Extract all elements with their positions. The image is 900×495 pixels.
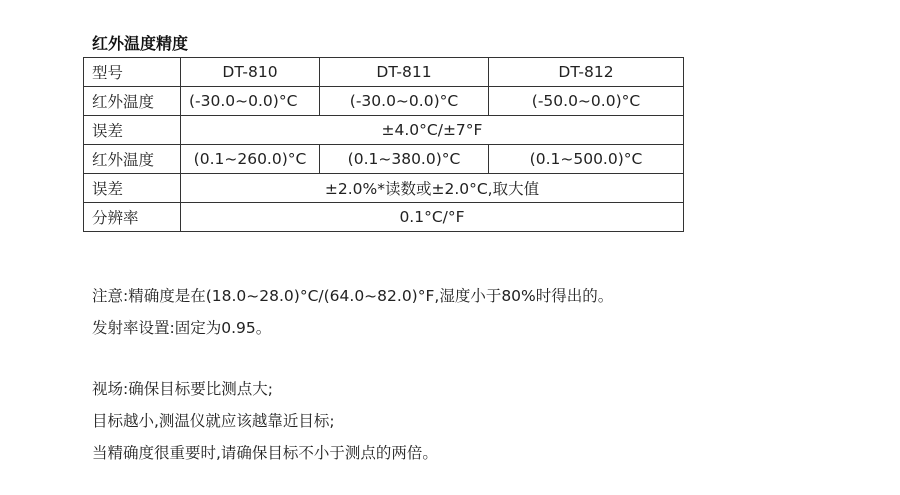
table-row-model [84, 58, 684, 87]
section-title: 红外温度精度 [92, 34, 189, 53]
row-label-model: 型号 [84, 58, 181, 87]
target-size-tip: 当精确度很重要时,请确保目标不小于测点的两倍。 [92, 444, 438, 462]
emissivity-note: 发射率设置:固定为0.95。 [92, 319, 272, 337]
range-high-dt812: (0.1~500.0)°C [489, 145, 684, 174]
table-row-range-low [84, 87, 684, 116]
range-low-dt812: (-50.0~0.0)°C [489, 87, 684, 116]
range-high-dt811: (0.1~380.0)°C [320, 145, 489, 174]
row-label-ir-temp: 红外温度 [84, 145, 181, 174]
range-low-dt810: (-30.0~0.0)°C [181, 87, 320, 116]
distance-tip: 目标越小,测温仪就应该越靠近目标; [92, 412, 335, 430]
range-high-dt810: (0.1~260.0)°C [181, 145, 320, 174]
table-row-range-high [84, 145, 684, 174]
resolution-value: 0.1°C/°F [181, 203, 684, 232]
field-of-view-tip: 视场:确保目标要比测点大; [92, 380, 273, 398]
row-label-resolution: 分辨率 [84, 203, 181, 232]
row-label-error: 误差 [84, 174, 181, 203]
table-row-error-low [84, 116, 684, 145]
error-high-value: ±2.0%*读数或±2.0°C,取大值 [181, 174, 684, 203]
model-dt810: DT-810 [181, 58, 320, 87]
model-dt812: DT-812 [489, 58, 684, 87]
accuracy-table [83, 57, 684, 232]
row-label-ir-temp: 红外温度 [84, 87, 181, 116]
error-low-value: ±4.0°C/±7°F [181, 116, 684, 145]
table-row-resolution [84, 203, 684, 232]
range-low-dt811: (-30.0~0.0)°C [320, 87, 489, 116]
table-row-error-high [84, 174, 684, 203]
accuracy-note: 注意:精确度是在(18.0~28.0)°C/(64.0~82.0)°F,湿度小于80%时得出的。 [92, 287, 614, 305]
row-label-error: 误差 [84, 116, 181, 145]
model-dt811: DT-811 [320, 58, 489, 87]
